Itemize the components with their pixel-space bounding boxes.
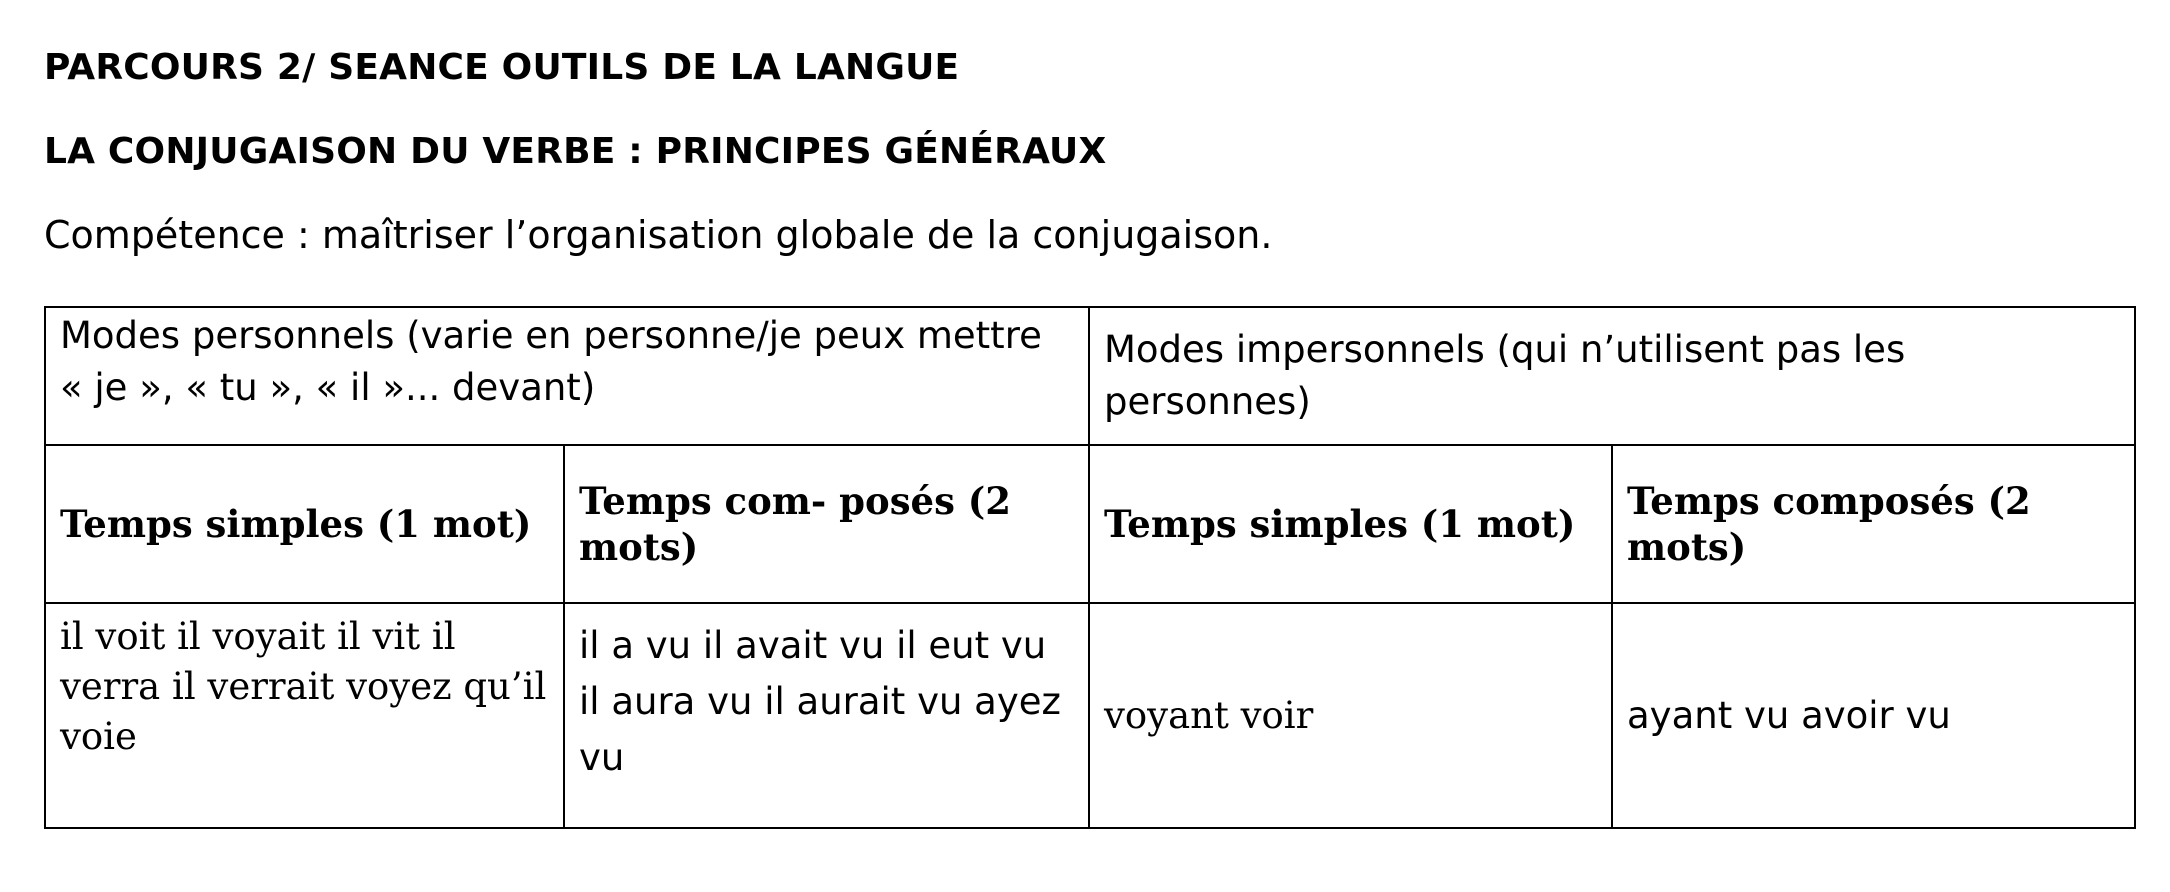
- cell-modes-impersonnels: Modes impersonnels (qui n’utilisent pas les personnes): [1089, 307, 2135, 445]
- table-row-forms: [45, 603, 2135, 828]
- cell-forms-simples-personnels: il voit il voyait il vit il verra il verrait voyez qu’il voie: [45, 603, 564, 828]
- heading-conjugaison: LA CONJUGAISON DU VERBE : PRINCIPES GÉNÉRAUX: [44, 131, 1107, 172]
- cell-modes-personnels: Modes personnels (varie en personne/je peux mettre « je », « tu », « il »... devant): [45, 307, 1089, 445]
- cell-forms-simples-impersonnels: voyant voir: [1089, 603, 1612, 828]
- cell-forms-composes-impersonnels: ayant vu avoir vu: [1612, 603, 2135, 828]
- cell-temps-simples-personnels: Temps simples (1 mot): [45, 445, 564, 603]
- heading-parcours: PARCOURS 2/ SEANCE OUTILS DE LA LANGUE: [44, 47, 960, 88]
- cell-temps-composes-impersonnels: Temps composés (2 mots): [1612, 445, 2135, 603]
- conjugation-table: [44, 306, 2136, 829]
- cell-forms-composes-personnels: il a vu il avait vu il eut vu il aura vu il aurait vu ayez vu: [564, 603, 1089, 828]
- cell-temps-simples-impersonnels: Temps simples (1 mot): [1089, 445, 1612, 603]
- competence-text: Compétence : maîtriser l’organisation globale de la conjugaison.: [44, 213, 1273, 257]
- table-row-temps: [45, 445, 2135, 603]
- table-row-modes: [45, 307, 2135, 445]
- cell-temps-composes-personnels: Temps com- posés (2 mots): [564, 445, 1089, 603]
